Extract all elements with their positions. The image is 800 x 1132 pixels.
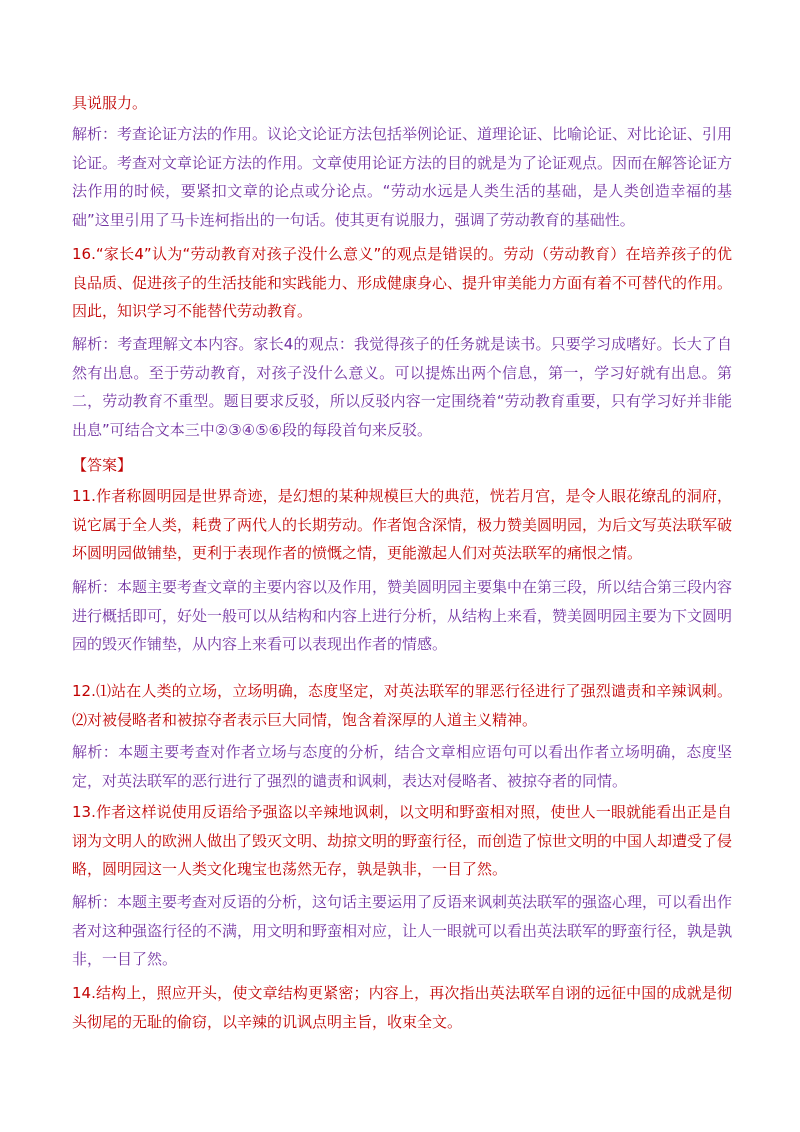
answer-paragraph: 11.作者称圆明园是世界奇迹，是幻想的某种规模巨大的典范，恍若月宫，是令人眼花缭乱的洞府，说它属于全人类，耗费了两代人的长期劳动。作者饱含深情，极力赞美圆明园，为后文写英法联军破坏圆明园做铺垫，更利于表现作者的愤慨之情，更能激起人们对英法联军的痛恨之情。 bbox=[72, 487, 733, 562]
analysis-paragraph: 解析：本题主要考查对反语的分析，这句话主要运用了反语来讽刺英法联军的强盗心理，可以看出作者对这种强盗行径的不满，用文明和野蛮相对应，让人一眼就可以看出英法联军的野蛮行径，孰是孰非，一目了然。 bbox=[72, 893, 733, 968]
analysis-paragraph: 解析：考查论证方法的作用。议论文论证方法包括举例论证、道理论证、比喻论证、对比论证、引用论证。考查对文章论证方法的作用。文章使用论证方法的目的就是为了论证观点。因而在解答论证方法作用的时候，要紧扣文章的论点或分论点。“劳动水远是人类生活的基础，是人类创造幸福的基础”这里引用了马卡连柯指出的一句话。使其更有说服力，强调了劳动教育的基础性。 bbox=[72, 125, 733, 229]
answer-paragraph: 13.作者这样说使用反语给予强盗以辛辣地讽刺，以文明和野蛮相对照，使世人一眼就能看出正是自诩为文明人的欧洲人做出了毁灭文明、劫掠文明的野蛮行径，而创造了惊世文明的中国人却遭受了侵略，圆明园这一人类文化瑰宝也荡然无存，孰是孰非，一目了然。 bbox=[72, 803, 733, 878]
analysis-paragraph: 解析：本题主要考查文章的主要内容以及作用，赞美圆明园主要集中在第三段，所以结合第三段内容进行概括即可，好处一般可以从结构和内容上进行分析，从结构上来看，赞美圆明园主要为下文圆明园的毁灭作铺垫，从内容上来看可以表现出作者的情感。 bbox=[72, 578, 733, 653]
answer-paragraph: 12.⑴站在人类的立场，立场明确，态度坚定，对英法联军的罪恶行径进行了强烈谴责和辛辣讽刺。⑵对被侵略者和被掠夺者表示巨大同情，饱含着深厚的人道主义精神。 bbox=[72, 682, 732, 729]
analysis-paragraph: 解析：考查理解文本内容。家长4的观点：我觉得孩子的任务就是读书。只要学习成嗜好。长大了自然有出息。至于劳动教育，对孩子没什么意义。可以提炼出两个信息，第一，学习好就有出息。第二，劳动教育不重型。题目要求反驳，所以反驳内容一定围绕着“劳动教育重要，只有学习好并非能出息”可结合文本三中②③④⑤⑥段的每段首句来反驳。 bbox=[72, 335, 732, 439]
answer-paragraph: 16.“家长4”认为“劳动教育对孩子没什么意义”的观点是错误的。劳动（劳动教育）在培养孩子的优良品质、促进孩子的生活技能和实践能力、形成健康身心、提升审美能力方面有着不可替代的作用。因此，知识学习不能替代劳动教育。 bbox=[72, 245, 733, 320]
section-heading: 【答案】 bbox=[72, 456, 133, 474]
answer-paragraph: 14.结构上，照应开头，使文章结构更紧密；内容上，再次指出英法联军自诩的远征中国的成就是彻头彻尾的无耻的偷窃，以辛辣的讥讽点明主旨，收束全文。 bbox=[72, 984, 732, 1031]
analysis-paragraph: 解析：本题主要考查对作者立场与态度的分析，结合文章相应语句可以看出作者立场明确，态度坚定，对英法联军的恶行进行了强烈的谴责和讽刺，表达对侵略者、被掠夺者的同情。 bbox=[72, 743, 732, 790]
answer-paragraph: 具说服力。 bbox=[72, 94, 148, 112]
